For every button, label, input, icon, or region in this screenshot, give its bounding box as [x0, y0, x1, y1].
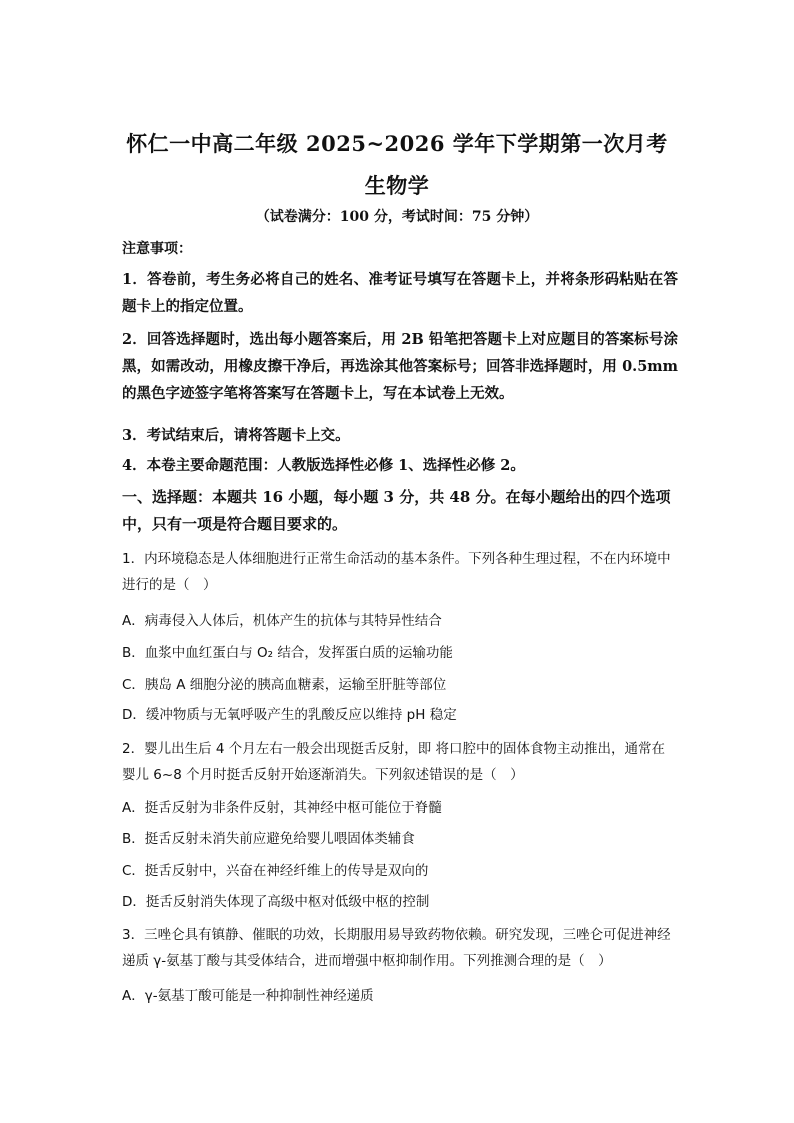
question-option: A．挺舌反射为非条件反射，其神经中枢可能位于脊髓 — [122, 800, 442, 816]
section-heading: 一、选择题：本题共 16 小题，每小题 3 分，共 48 分。在每小题给出的四个选项中，只有一项是符合题目要求的。 — [122, 488, 671, 533]
question-stem: 1．内环境稳态是人体细胞进行正常生命活动的基本条件。下列各种生理过程，不在内环境中进行的是（ ） — [122, 551, 671, 593]
question-option: D．缓冲物质与无氧呼吸产生的乳酸反应以维持 pH 稳定 — [122, 707, 457, 723]
question-option: B．血浆中血红蛋白与 O₂ 结合，发挥蛋白质的运输功能 — [122, 645, 453, 661]
question-option: C．挺舌反射中，兴奋在神经纤维上的传导是双向的 — [122, 863, 429, 879]
subject-title: 生物学 — [364, 173, 430, 198]
question-option: A．γ-氨基丁酸可能是一种抑制性神经递质 — [122, 988, 374, 1004]
notice-item-4: 4．本卷主要命题范围：人教版选择性必修 1、选择性必修 2。 — [122, 457, 525, 474]
exam-title: 怀仁一中高二年级 2025~2026 学年下学期第一次月考 — [126, 131, 668, 156]
question-option: B．挺舌反射未消失前应避免给婴儿喂固体类辅食 — [122, 831, 415, 847]
exam-info: （试卷满分：100 分，考试时间：75 分钟） — [255, 209, 539, 225]
notice-item-1: 1．答卷前，考生务必将自己的姓名、准考证号填写在答题卡上，并将条形码粘贴在答题卡上的指定位置。 — [122, 271, 678, 315]
notice-heading: 注意事项： — [122, 241, 192, 257]
notice-item-3: 3．考试结束后，请将答题卡上交。 — [122, 427, 350, 444]
question-option: D．挺舌反射消失体现了高级中枢对低级中枢的控制 — [122, 894, 430, 910]
question-stem: 2．婴儿出生后 4 个月左右一般会出现挺舌反射，即 将口腔中的固体食物主动推出，通常在婴儿 6~8 个月时挺舌反射开始逐渐消失。下列叙述错误的是（ ） — [122, 741, 666, 783]
notice-item-2: 2．回答选择题时，选出每小题答案后，用 2B 铅笔把答题卡上对应题目的答案标号涂黑，如需改动，用橡皮擦干净后，再选涂其他答案标号；回答非选择题时，用 0.5mm 的黑色字迹签字笔将答案写在答题卡上，写在本试卷上无效。 — [122, 331, 678, 402]
question-stem: 3．三唑仑具有镇静、催眠的功效，长期服用易导致药物依赖。研究发现，三唑仑可促进神经递质 γ-氨基丁酸与其受体结合，进而增强中枢抑制作用。下列推测合理的是（ ） — [122, 927, 671, 969]
question-option: C．胰岛 A 细胞分泌的胰高血糖素，运输至肝脏等部位 — [122, 677, 447, 693]
question-option: A．病毒侵入人体后，机体产生的抗体与其特异性结合 — [122, 613, 442, 629]
